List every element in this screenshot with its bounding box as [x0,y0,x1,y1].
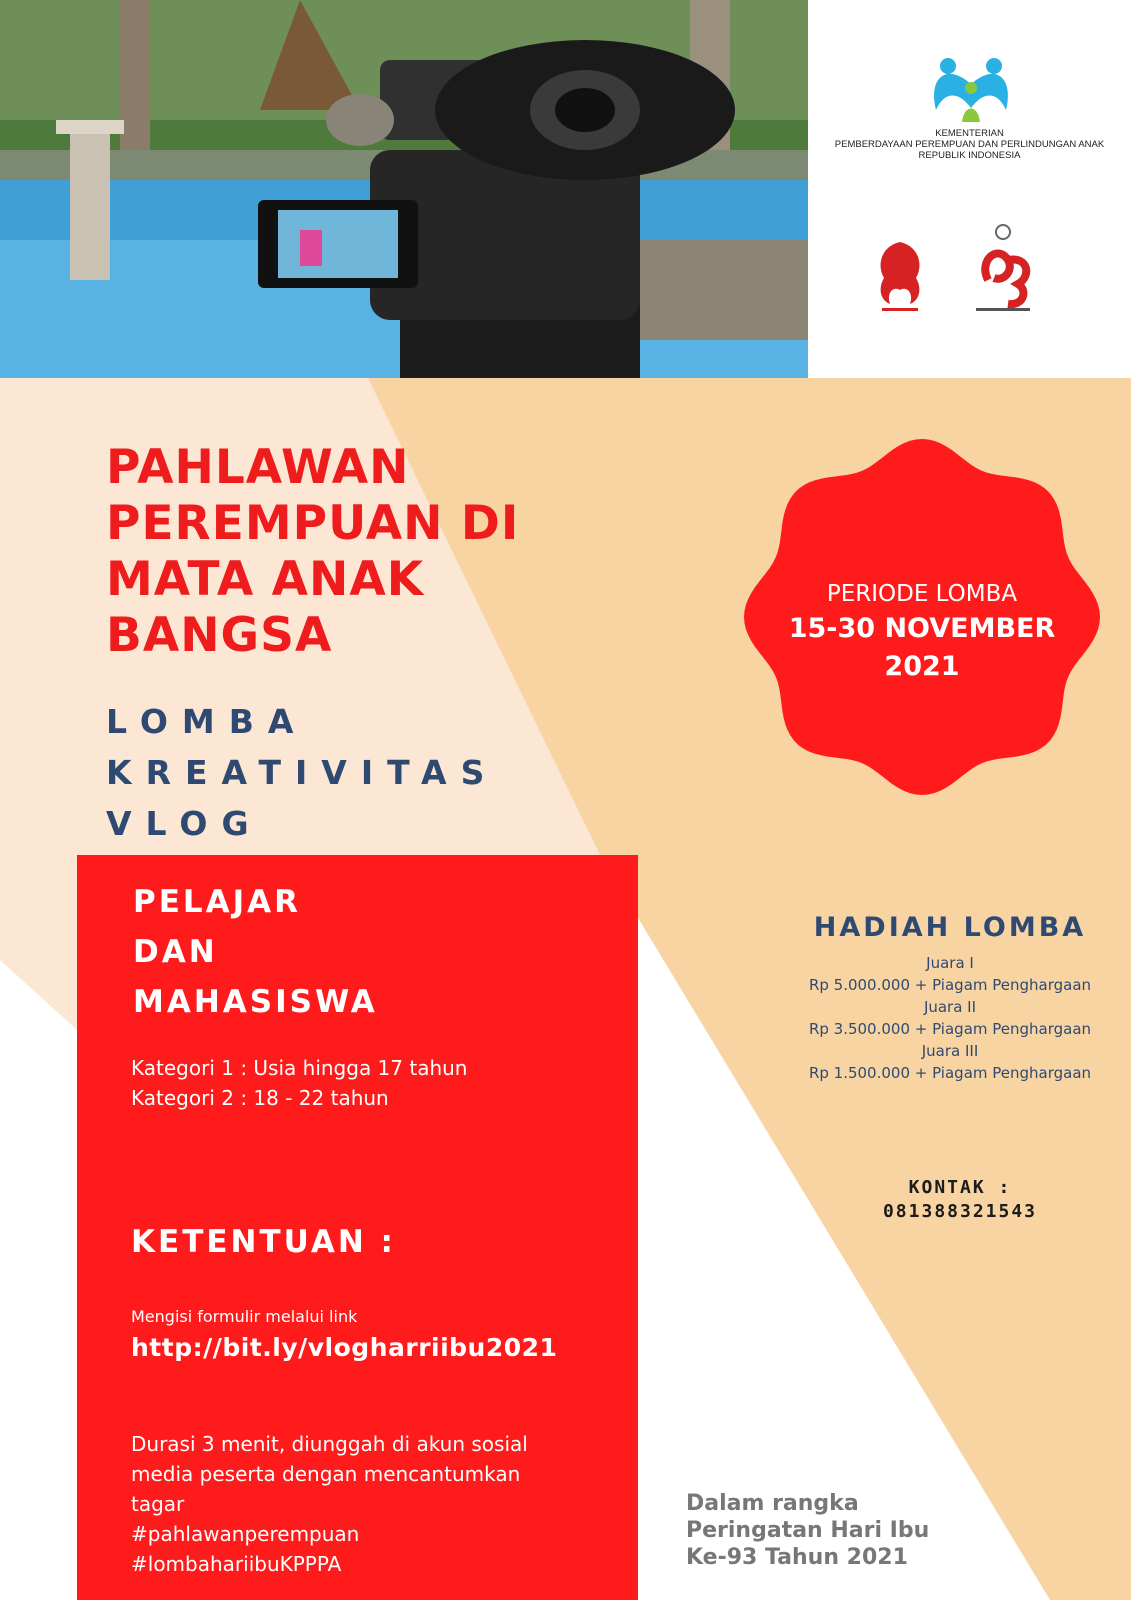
competition-subtitle [106,696,498,849]
title-line1: PAHLAWAN [106,440,410,495]
contact-info [860,1176,1060,1224]
ministry-name [818,128,1121,161]
logos-panel [808,0,1131,378]
category-2: Kategori 2 : 18 - 22 tahun [131,1086,389,1110]
ministry-line1: KEMENTERIAN [935,128,1004,139]
title-line2: PEREMPUAN DI [106,496,520,551]
participants-line1: PELAJAR [133,884,302,920]
contact-label: KONTAK : [908,1177,1012,1198]
prize-amount-3: Rp 1.500.000 + Piagam Penghargaan [808,1064,1092,1082]
prize-rank-3: Juara III [921,1042,979,1060]
category-1: Kategori 1 : Usia hingga 17 tahun [131,1056,468,1080]
subtitle-line3: VLOG [106,804,263,843]
rules-desc-3: tagar [131,1492,185,1516]
contact-phone[interactable]: 081388321543 [882,1201,1038,1222]
prize-rank-2: Juara II [923,998,977,1016]
period-badge [738,578,1106,686]
ministry-line2: PEMBERDAYAAN PEREMPUAN DAN PERLINDUNGAN ANAK [834,139,1105,150]
subtitle-line1: LOMBA [106,702,308,741]
prize-heading: HADIAH LOMBA [813,912,1087,943]
prize-amount-1: Rp 5.000.000 + Piagam Penghargaan [808,976,1092,994]
info-box [77,855,638,1600]
rules-heading: KETENTUAN : [131,1224,396,1260]
ministry-line3: REPUBLIK INDONESIA [918,150,1021,161]
participants-heading [133,877,378,1027]
camera-photo [0,0,808,378]
title-line3: MATA ANAK [106,552,425,607]
hashtag-2: #lombahariibuKPPPA [131,1552,342,1576]
period-dates: 15-30 NOVEMBER [788,613,1056,644]
rules-description [131,1429,528,1579]
footer-line2: Peringatan Hari Ibu [686,1518,930,1543]
categories [131,1053,467,1113]
footer-line3: Ke-93 Tahun 2021 [686,1545,908,1570]
hashtag-1: #pahlawanperempuan [131,1522,360,1546]
rules-desc-2: media peserta dengan mencantumkan [131,1462,521,1486]
commemoration-seal-icon [870,238,930,316]
participants-line2: DAN [133,934,218,970]
prize-list [770,952,1130,1084]
participants-line3: MAHASISWA [133,984,378,1020]
prize-rank-1: Juara I [926,954,974,972]
form-instruction: Mengisi formulir melalui link [131,1307,358,1326]
period-year: 2021 [884,651,960,682]
hari-ibu-93-logo [968,220,1038,316]
prize-amount-2: Rp 3.500.000 + Piagam Penghargaan [808,1020,1092,1038]
page-title [106,440,519,664]
rules-desc-1: Durasi 3 menit, diunggah di akun sosial [131,1432,528,1456]
ministry-logo [926,48,1016,124]
subtitle-line2: KREATIVITAS [106,753,499,792]
footer-note [686,1490,929,1571]
period-label: PERIODE LOMBA [826,581,1018,607]
registration-link[interactable]: http://bit.ly/vlogharriibu2021 [131,1333,558,1362]
title-line4: BANGSA [106,608,333,663]
footer-line1: Dalam rangka [686,1491,859,1516]
